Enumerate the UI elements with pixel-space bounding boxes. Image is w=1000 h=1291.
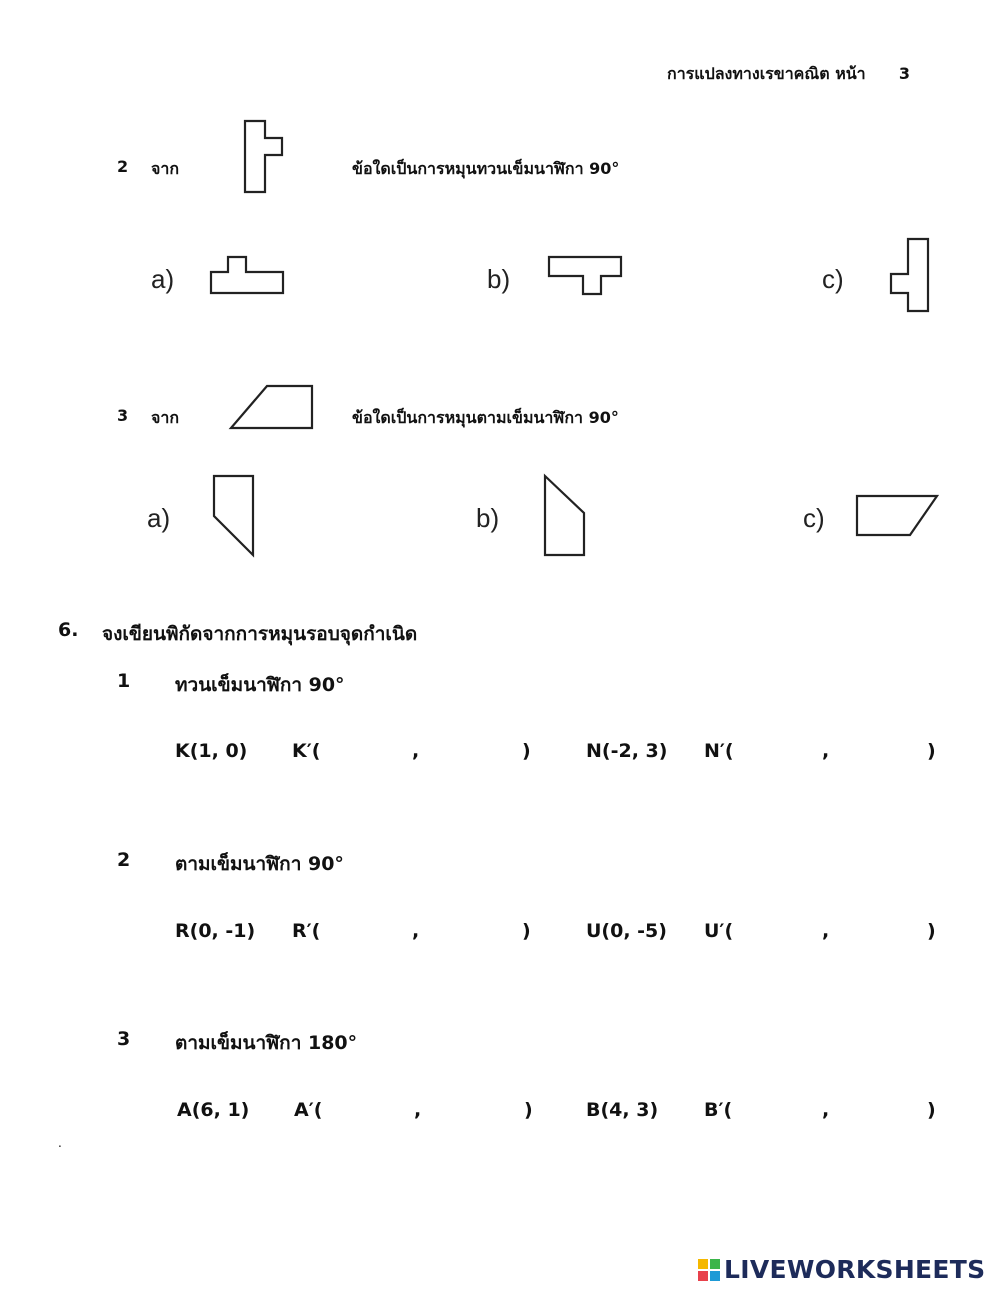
r-prime-y-answer[interactable] xyxy=(424,917,520,945)
image-point-b-comma: , xyxy=(822,1099,830,1121)
u-prime-x-answer[interactable] xyxy=(730,917,820,945)
q2-option-c-label[interactable]: c) xyxy=(822,264,844,294)
image-point-k-open: K′( xyxy=(292,740,321,762)
b-prime-y-answer[interactable] xyxy=(834,1096,924,1124)
question-3-number: 3 xyxy=(117,406,129,425)
point-k: K(1, 0) xyxy=(175,740,248,762)
q2-option-a-figure[interactable] xyxy=(208,254,288,298)
image-point-u-close: ) xyxy=(927,920,936,942)
image-point-r-comma: , xyxy=(412,920,420,942)
image-point-r-close: ) xyxy=(522,920,531,942)
a-prime-y-answer[interactable] xyxy=(426,1096,522,1124)
section-6-title: จงเขียนพิกัดจากการหมุนรอบจุดกำเนิด xyxy=(102,623,418,645)
item-1-instruction: ทวนเข็มนาฬิกา 90° xyxy=(175,674,345,696)
n-prime-x-answer[interactable] xyxy=(730,737,820,765)
header-title: การแปลงทางเรขาคณิต หน้า xyxy=(667,64,866,83)
image-point-n-comma: , xyxy=(822,740,830,762)
stray-dot: . xyxy=(58,1136,62,1150)
image-point-u-comma: , xyxy=(822,920,830,942)
image-point-r-open: R′( xyxy=(292,920,321,942)
point-n: N(-2, 3) xyxy=(586,740,668,762)
q2-option-c-figure[interactable] xyxy=(888,236,934,316)
question-3-figure xyxy=(228,383,318,433)
a-prime-x-answer[interactable] xyxy=(320,1096,412,1124)
item-1-number: 1 xyxy=(117,670,131,692)
q2-option-b-label[interactable]: b) xyxy=(487,264,511,294)
q2-option-b-figure[interactable] xyxy=(546,254,626,298)
image-point-n-open: N′( xyxy=(704,740,734,762)
r-prime-x-answer[interactable] xyxy=(318,917,412,945)
point-b: B(4, 3) xyxy=(586,1099,659,1121)
point-a: A(6, 1) xyxy=(177,1099,250,1121)
item-2-number: 2 xyxy=(117,849,131,871)
q3-option-a-figure[interactable] xyxy=(211,473,259,561)
k-prime-y-answer[interactable] xyxy=(424,737,520,765)
section-6-number: 6. xyxy=(58,619,79,641)
q3-option-b-label[interactable]: b) xyxy=(476,503,500,533)
b-prime-x-answer[interactable] xyxy=(730,1096,820,1124)
question-2-figure xyxy=(240,118,290,198)
question-2-number: 2 xyxy=(117,157,129,176)
page-number: 3 xyxy=(898,64,910,83)
u-prime-y-answer[interactable] xyxy=(834,917,924,945)
page-header xyxy=(667,62,910,87)
item-3-number: 3 xyxy=(117,1028,131,1050)
k-prime-x-answer[interactable] xyxy=(318,737,412,765)
question-3-prompt: ข้อใดเป็นการหมุนตามเข็มนาฬิกา 90° xyxy=(352,408,619,427)
image-point-b-open: B′( xyxy=(704,1099,733,1121)
q3-option-c-label[interactable]: c) xyxy=(803,503,825,533)
image-point-a-close: ) xyxy=(524,1099,533,1121)
question-2-prompt: ข้อใดเป็นการหมุนทวนเข็มนาฬิกา 90° xyxy=(352,159,620,178)
q3-option-a-label[interactable]: a) xyxy=(147,503,171,533)
question-2-from: จาก xyxy=(151,159,180,178)
n-prime-y-answer[interactable] xyxy=(834,737,924,765)
item-3-instruction: ตามเข็มนาฬิกา 180° xyxy=(175,1032,358,1054)
point-u: U(0, -5) xyxy=(586,920,667,942)
image-point-a-comma: , xyxy=(414,1099,422,1121)
q3-option-b-figure[interactable] xyxy=(542,473,590,561)
q3-option-c-figure[interactable] xyxy=(854,493,944,541)
image-point-k-comma: , xyxy=(412,740,420,762)
image-point-u-open: U′( xyxy=(704,920,734,942)
image-point-n-close: ) xyxy=(927,740,936,762)
image-point-k-close: ) xyxy=(522,740,531,762)
q2-option-a-label[interactable]: a) xyxy=(151,264,175,294)
liveworksheets-logo-icon xyxy=(698,1259,720,1281)
image-point-b-close: ) xyxy=(927,1099,936,1121)
point-r: R(0, -1) xyxy=(175,920,256,942)
image-point-a-open: A′( xyxy=(294,1099,323,1121)
liveworksheets-brand[interactable]: LIVEWORKSHEETS xyxy=(724,1255,986,1284)
item-2-instruction: ตามเข็มนาฬิกา 90° xyxy=(175,853,344,875)
question-3-from: จาก xyxy=(151,408,180,427)
